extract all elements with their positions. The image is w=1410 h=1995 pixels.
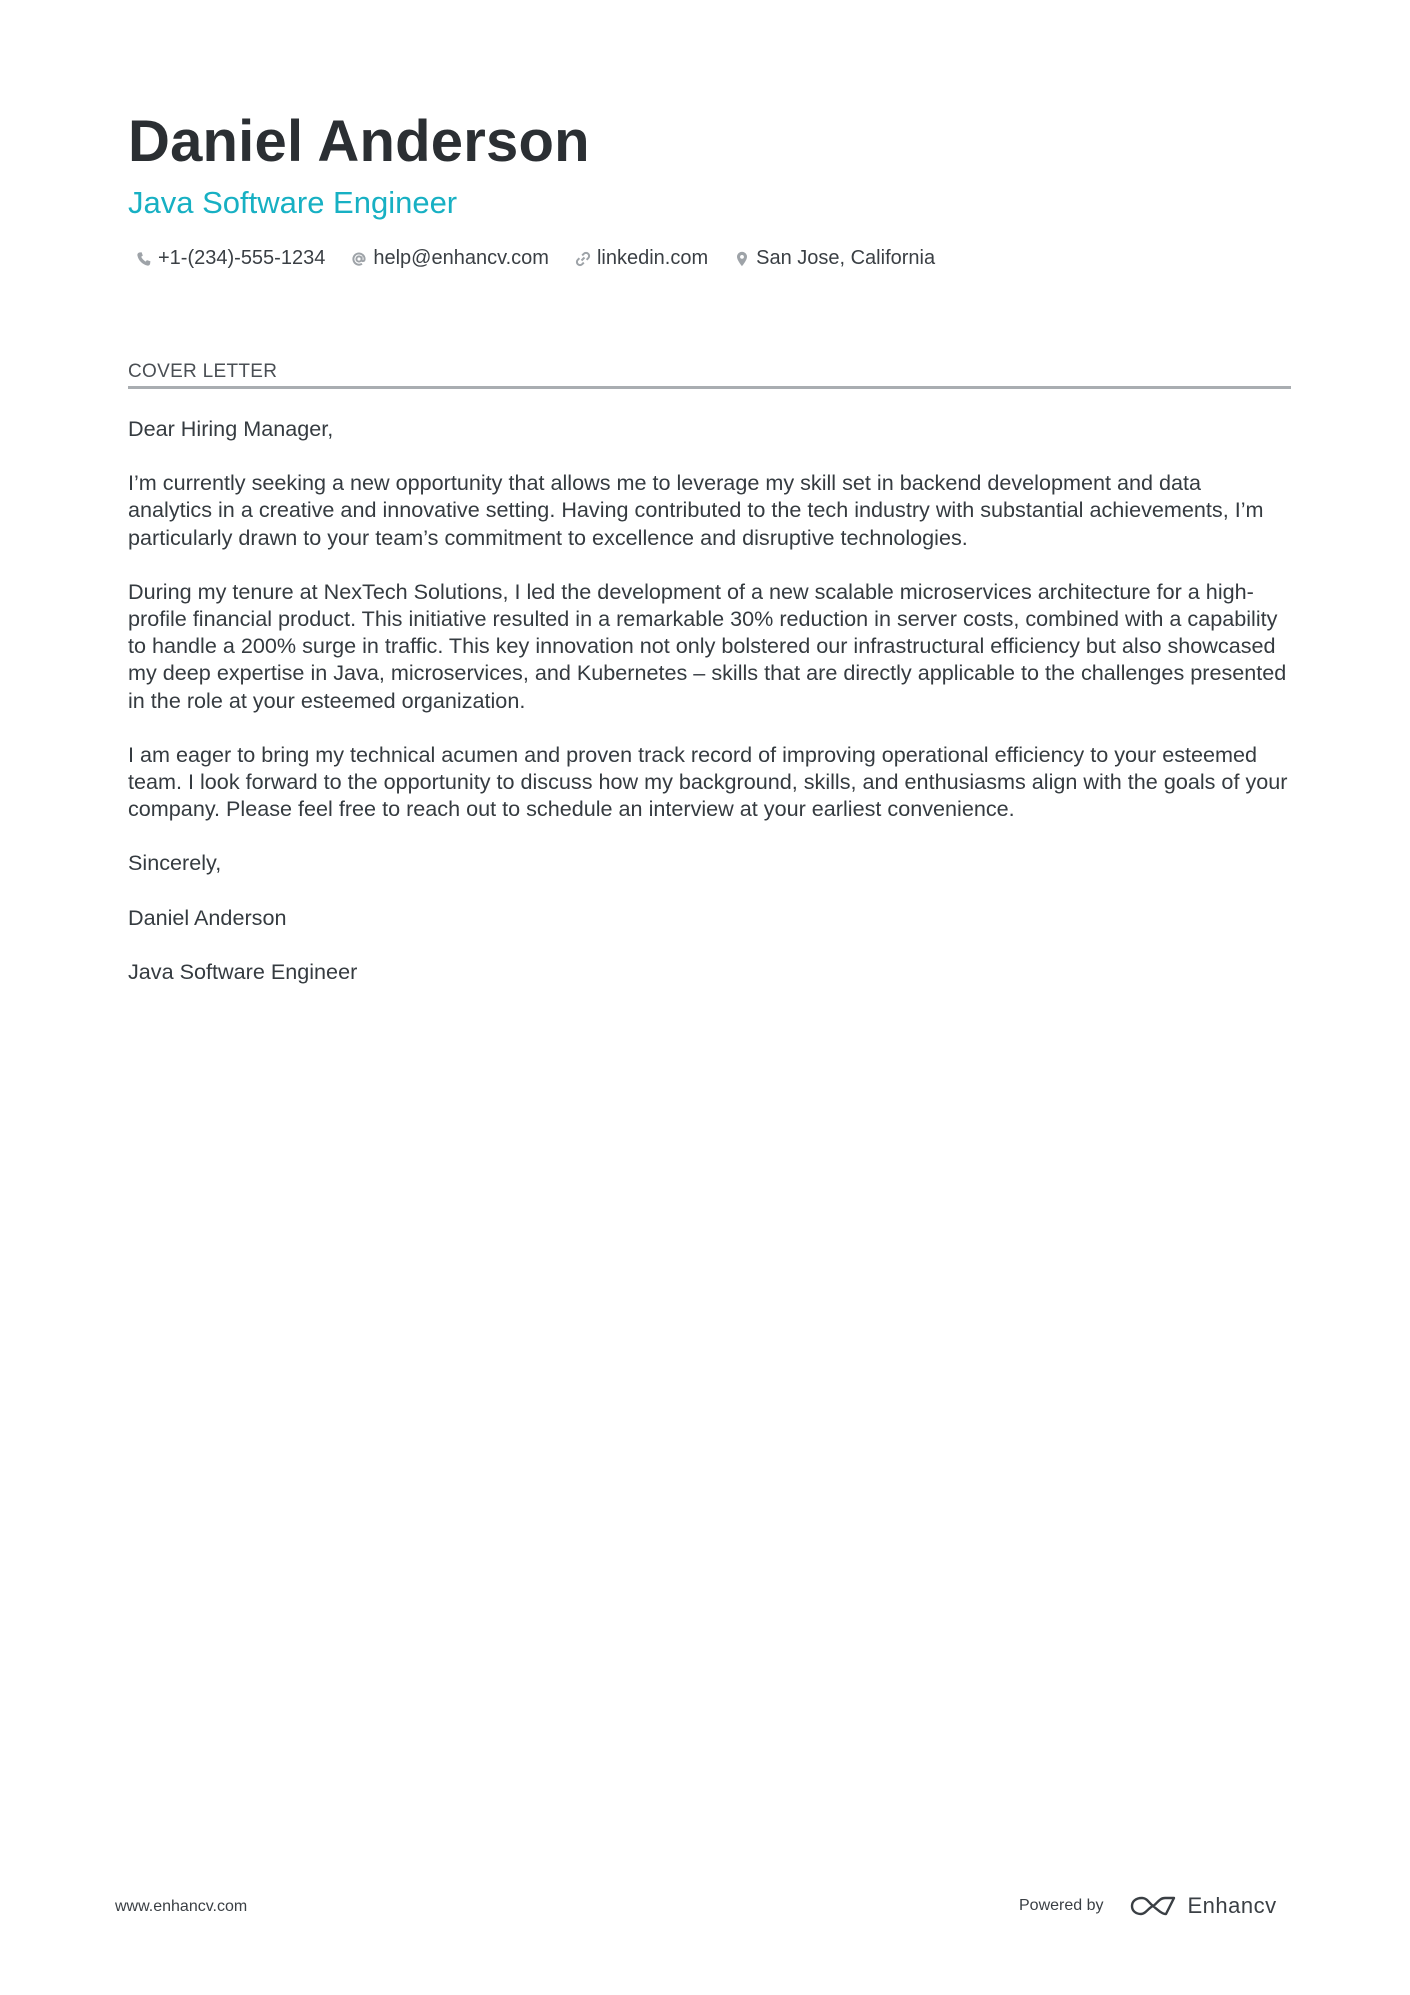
contact-link[interactable] (575, 247, 708, 270)
contact-location (734, 247, 935, 270)
letter-body (128, 415, 1291, 1012)
contact-email[interactable] (351, 247, 549, 270)
phone-icon (136, 251, 152, 267)
signature-name: Daniel Anderson (128, 904, 287, 930)
letter-greeting: Dear Hiring Manager, (128, 416, 334, 441)
applicant-job-title: Java Software Engineer (128, 185, 458, 220)
email-text: help@enhancv.com (373, 247, 549, 269)
location-pin-icon (734, 251, 750, 267)
letter-paragraph: During my tenure at NexTech Solutions, I led the development of a new scalable microservices architecture for a high-profile financial product. This initiative resulted in a remarkable 30% reduction in server costs, combined with a capability to handle a 200% surge in traffic. This key innovation not only bolstered our infrastructural efficiency but also showcased my deep expertise in Java, microservices, and Kubernetes – skills that are directly applicable to the challenges presented in the role at your esteemed organization. (128, 578, 1287, 713)
applicant-name: Daniel Anderson (128, 109, 590, 174)
section-divider (128, 386, 1291, 389)
phone-text: +1-(234)-555-1234 (158, 247, 326, 269)
enhancv-brand-name: Enhancv (1187, 1893, 1277, 1918)
letter-closing: Sincerely, (128, 850, 222, 876)
contact-phone[interactable] (136, 247, 325, 270)
contact-info (136, 247, 935, 270)
letter-paragraph: I am eager to bring my technical acumen and proven track record of improving operational efficiency to your esteemed team. I look forward to the opportunity to discuss how my background, skills, and enthusiasms align with the goals of your company. Please feel free to reach out to schedule an interview at your earliest convenience. (128, 741, 1288, 822)
location-text: San Jose, California (756, 247, 936, 269)
powered-by-label: Powered by (1019, 1897, 1104, 1914)
at-sign-icon (351, 251, 367, 267)
footer-website-link[interactable]: www.enhancv.com (115, 1898, 248, 1915)
section-title: COVER LETTER (128, 361, 278, 382)
link-text: linkedin.com (596, 247, 709, 269)
powered-by-badge[interactable] (1019, 1893, 1277, 1919)
letter-paragraph: I’m currently seeking a new opportunity that allows me to leverage my skill set in backend development and data analytics in a creative and innovative setting. Having contributed to the tech industry with substantial achievements, I’m particularly drawn to your team’s commitment to excellence and disruptive technologies. (128, 470, 1264, 550)
signature-title: Java Software Engineer (128, 958, 358, 984)
enhancv-logo-icon (1130, 1894, 1176, 1918)
link-icon (575, 251, 591, 267)
